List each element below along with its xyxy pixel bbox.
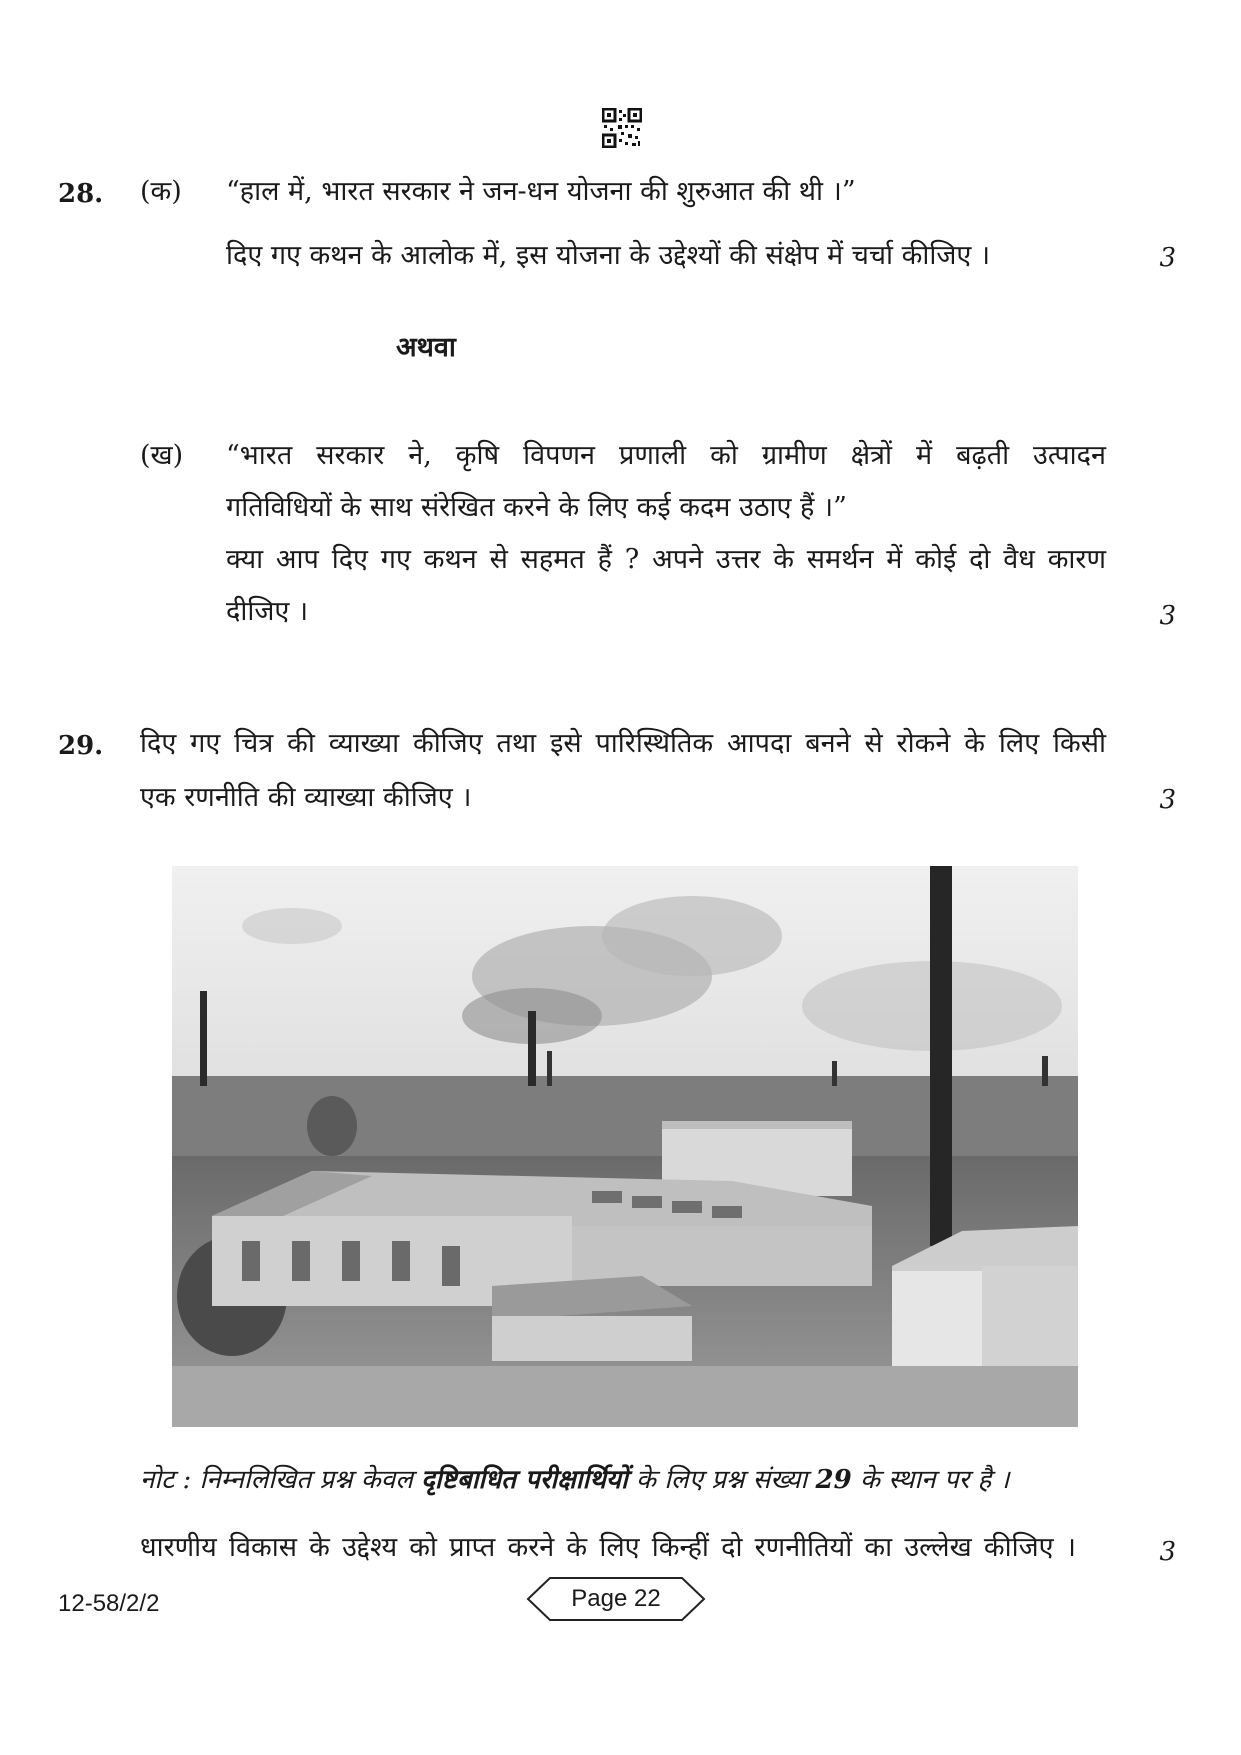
industrial-pollution-photo — [172, 866, 1078, 1427]
question-28a-quote: “हाल में, भारत सरकार ने जन-धन योजना की शुरुआत की थी ।” — [226, 176, 856, 207]
marks-29: 3 — [1159, 785, 1176, 815]
qr-code — [602, 108, 642, 148]
marks-alternate: 3 — [1159, 1537, 1176, 1567]
question-28b-line-4: दीजिए । — [226, 596, 309, 627]
visually-impaired-note — [140, 1462, 1009, 1498]
note-prefix: नोट : निम्नलिखित प्रश्न केवल — [140, 1465, 413, 1495]
alternate-question: धारणीय विकास के उद्देश्य को प्राप्त करने के लिए किन्हीं दो रणनीतियों का उल्लेख कीजिए । — [140, 1532, 1076, 1563]
question-number-28: 28. — [58, 179, 104, 209]
note-bold-candidates: दृष्टिबाधित परीक्षार्थियों — [421, 1465, 628, 1495]
question-28b-line-3: क्या आप दिए गए कथन से सहमत हैं ? अपने उत्तर के समर्थन में कोई दो वैध कारण — [226, 544, 1106, 575]
or-separator: अथवा — [396, 332, 456, 363]
note-bold-number: 29 — [815, 1465, 852, 1495]
question-29-line-1: दिए गए चित्र की व्याख्या कीजिए तथा इसे पारिस्थितिक आपदा बनने से रोकने के लिए किसी — [140, 728, 1106, 759]
question-28b-line-1: “भारत सरकार ने, कृषि विपणन प्रणाली को ग्रामीण क्षेत्रों में बढ़ती उत्पादन — [226, 440, 1106, 471]
marks-28a: 3 — [1159, 243, 1176, 273]
question-28a-instruction: दिए गए कथन के आलोक में, इस योजना के उद्देश्यों की संक्षेप में चर्चा कीजिए । — [226, 240, 991, 271]
page-number: Page 22 — [571, 1585, 661, 1612]
note-middle: के लिए प्रश्न संख्या — [635, 1465, 808, 1495]
note-suffix: के स्थान पर है । — [859, 1465, 1010, 1495]
paper-code: 12-58/2/2 — [58, 1590, 160, 1617]
option-label-b: (ख) — [140, 440, 184, 471]
marks-28b: 3 — [1159, 601, 1176, 631]
option-label-a: (क) — [140, 176, 182, 207]
question-number-29: 29. — [58, 731, 104, 761]
page-number-box — [526, 1576, 706, 1622]
question-28b-line-2: गतिविधियों के साथ संरेखित करने के लिए कई कदम उठाए हैं ।” — [226, 492, 847, 523]
question-29-line-2: एक रणनीति की व्याख्या कीजिए । — [140, 782, 472, 813]
